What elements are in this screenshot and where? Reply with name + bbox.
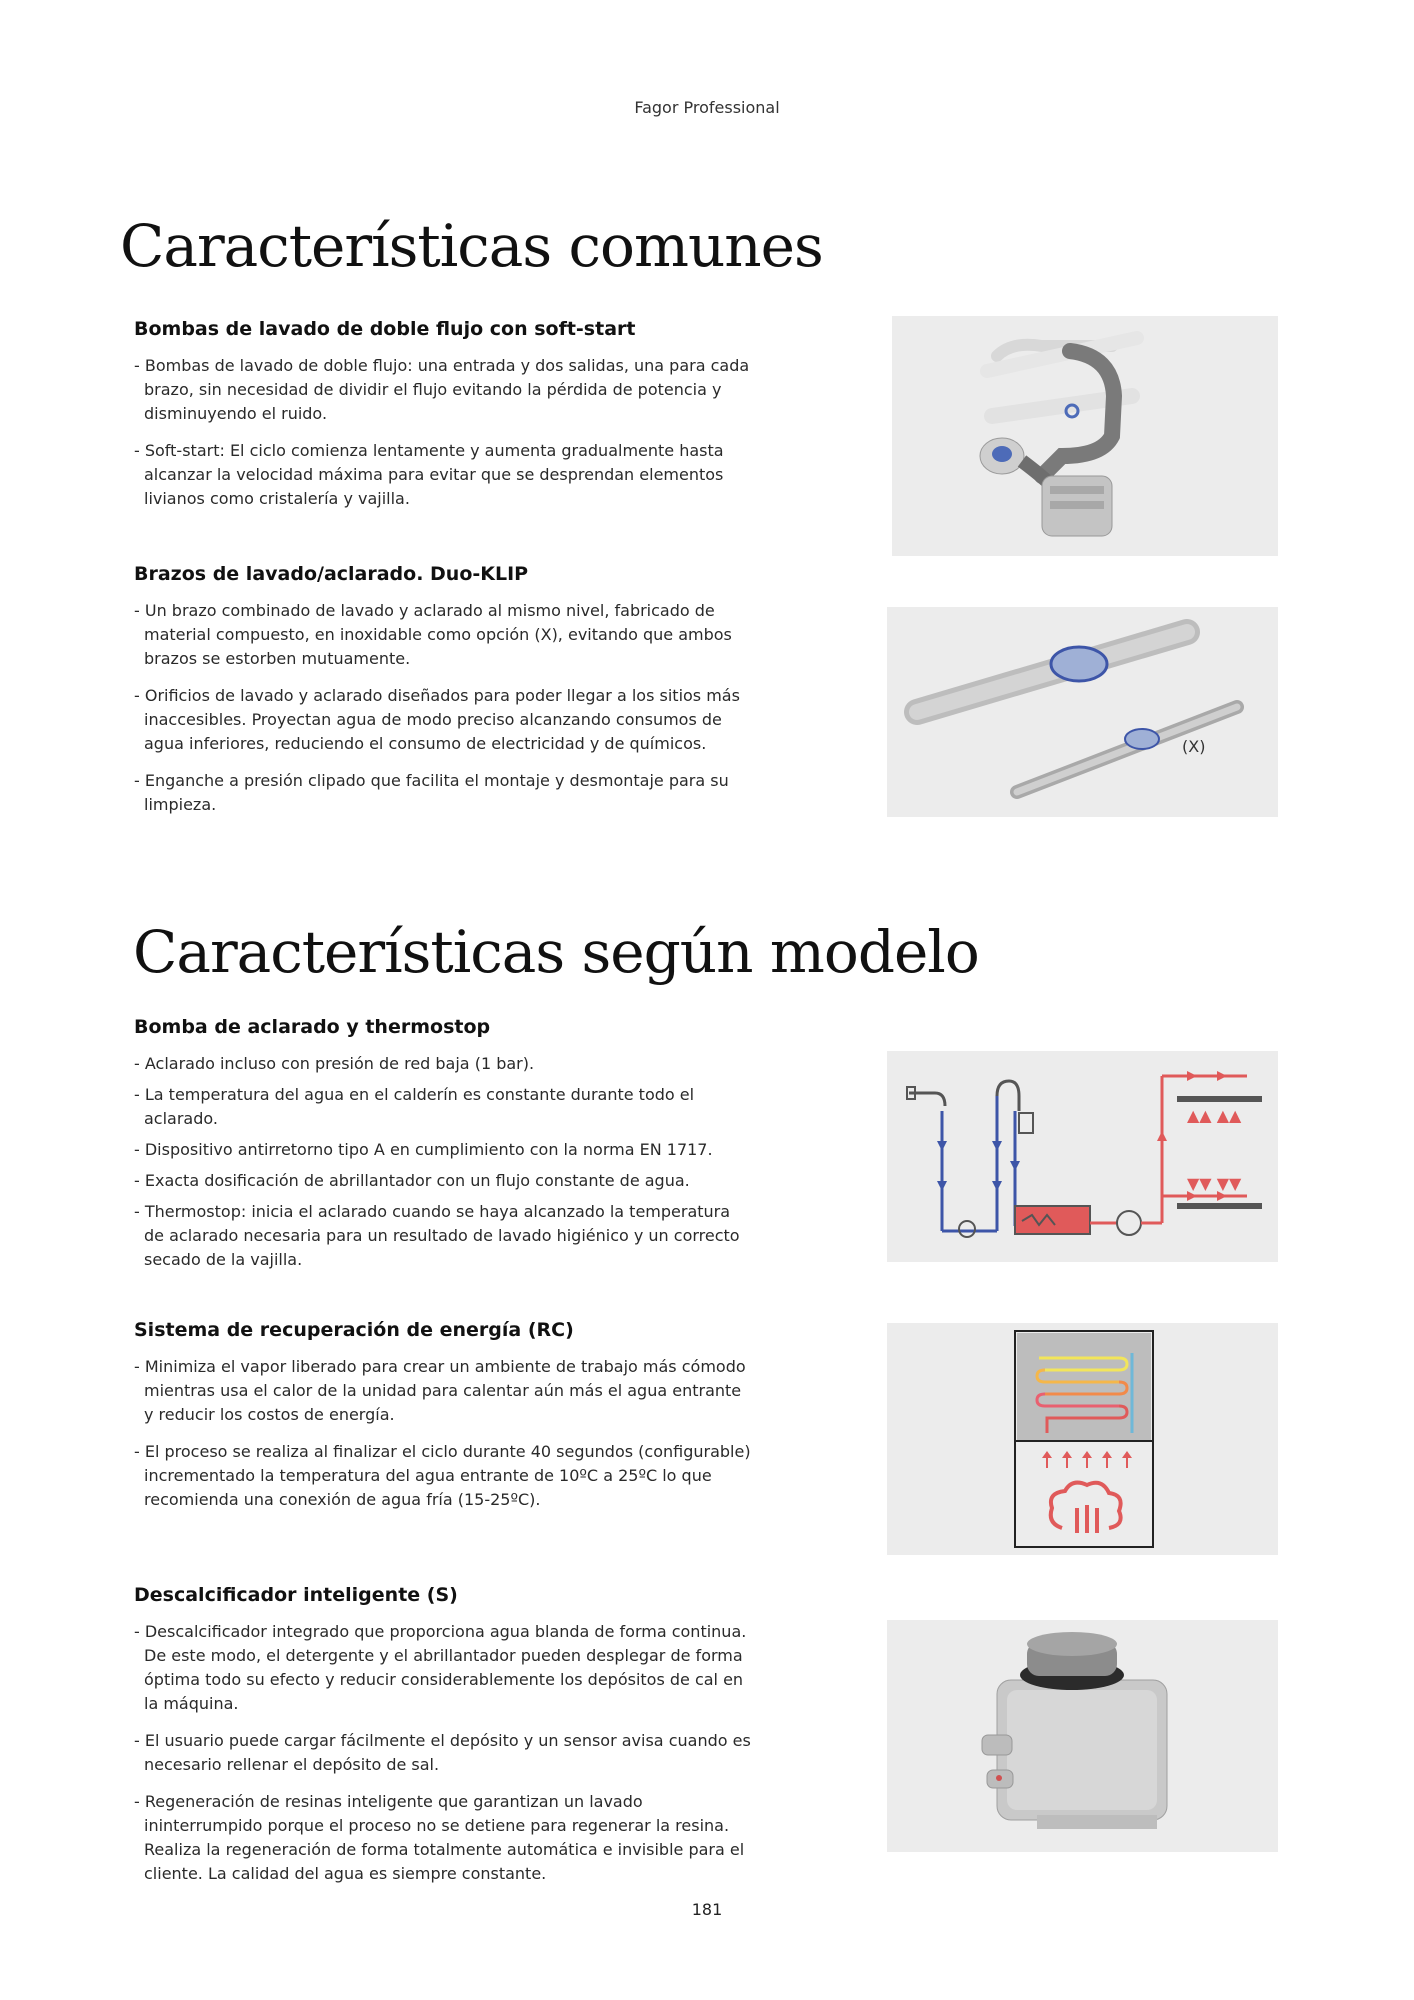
feature-smart-softener — [134, 1584, 754, 1899]
feature-bullet: - El proceso se realiza al finalizar el ciclo durante 40 segundos (configurable) incrementado la temperatura del agua entrante de 10ºC a 25ºC lo que recomienda una conexión de agua fría (15-25ºC). — [134, 1442, 751, 1509]
feature-bullet: - Minimiza el vapor liberado para crear un ambiente de trabajo más cómodo mientras usa el calor de la unidad para calentar aún más el agua entrante y reducir los costos de energía. — [134, 1357, 746, 1424]
feature-rinse-pump-thermostop — [134, 1016, 754, 1279]
feature-wash-arms-duo-klip — [134, 563, 754, 830]
feature-bullet: - Dispositivo antirretorno tipo A en cumplimiento con la norma EN 1717. — [134, 1140, 713, 1159]
wash-arm-image — [887, 607, 1278, 817]
feature-bullet: - El usuario puede cargar fácilmente el depósito y un sensor avisa cuando es necesario rellenar el depósito de sal. — [134, 1731, 751, 1774]
feature-bullet: - La temperatura del agua en el calderín es constante durante todo el aclarado. — [134, 1085, 695, 1128]
svg-text:▲▲ ▲▲: ▲▲ ▲▲ — [1187, 1106, 1242, 1125]
page-number: 181 — [691, 1900, 723, 1919]
feature-bullet: - Soft-start: El ciclo comienza lentamente y aumenta gradualmente hasta alcanzar la velocidad máxima para evitar que se desprendan elementos livianos como cristalería y vajilla. — [134, 441, 724, 508]
feature-bullet: - Regeneración de resinas inteligente que garantizan un lavado ininterrumpido porque el proceso no se detiene para regenerar la resina. Realiza la regeneración de forma totalmente automática e invisible para el cliente. La calidad del agua es siempre constante. — [134, 1792, 745, 1883]
svg-text:▼▼ ▼▼: ▼▼ ▼▼ — [1187, 1174, 1242, 1193]
feature-bullet: - Aclarado incluso con presión de red baja (1 bar). — [134, 1054, 535, 1073]
feature-bullet: - Un brazo combinado de lavado y aclarado al mismo nivel, fabricado de material compuesto, en inoxidable como opción (X), evitando que ambos brazos se estorben mutuamente. — [134, 601, 732, 668]
wash-pump-image — [892, 316, 1278, 556]
feature-bullet: - Orificios de lavado y aclarado diseñados para poder llegar a los sitios más inaccesibles. Proyectan agua de modo preciso alcanzando consumos de agua inferiores, reduciendo el consumo de electricidad y de químicos. — [134, 686, 740, 753]
feature-bullet: - Thermostop: inicia el aclarado cuando se haya alcanzado la temperatura de aclarado necesaria para un resultado de lavado higiénico y un correcto secado de la vajilla. — [134, 1202, 740, 1269]
water-softener-image — [887, 1620, 1278, 1852]
feature-heading: Bomba de aclarado y thermostop — [134, 1016, 491, 1038]
feature-bullet: - Bombas de lavado de doble flujo: una entrada y dos salidas, una para cada brazo, sin necesidad de dividir el flujo evitando la pérdida de potencia y disminuyendo el ruido. — [134, 356, 750, 423]
rinse-circuit-diagram — [887, 1051, 1278, 1262]
feature-bullet: - Enganche a presión clipado que facilita el montaje y desmontaje para su limpieza. — [134, 771, 729, 814]
energy-recovery-diagram — [887, 1323, 1278, 1555]
brand-header: Fagor Professional — [634, 98, 780, 117]
stainless-option-label: (X) — [1182, 737, 1206, 756]
section-title-common: Características comunes — [120, 212, 823, 280]
feature-double-flow-pumps — [134, 318, 754, 524]
feature-bullet: - Exacta dosificación de abrillantador con un flujo constante de agua. — [134, 1171, 690, 1190]
feature-bullet: - Descalcificador integrado que proporciona agua blanda de forma continua. De este modo, el detergente y el abrillantador pueden desplegar de forma óptima todo su efecto y reducir considerablemente los depósitos de cal en la máquina. — [134, 1622, 747, 1713]
section-title-by-model: Características según modelo — [133, 918, 979, 986]
feature-energy-recovery — [134, 1319, 754, 1525]
feature-heading: Sistema de recuperación de energía (RC) — [134, 1319, 574, 1341]
feature-heading: Bombas de lavado de doble flujo con soft-start — [134, 318, 636, 340]
feature-heading: Descalcificador inteligente (S) — [134, 1584, 458, 1606]
feature-heading: Brazos de lavado/aclarado. Duo-KLIP — [134, 563, 529, 585]
